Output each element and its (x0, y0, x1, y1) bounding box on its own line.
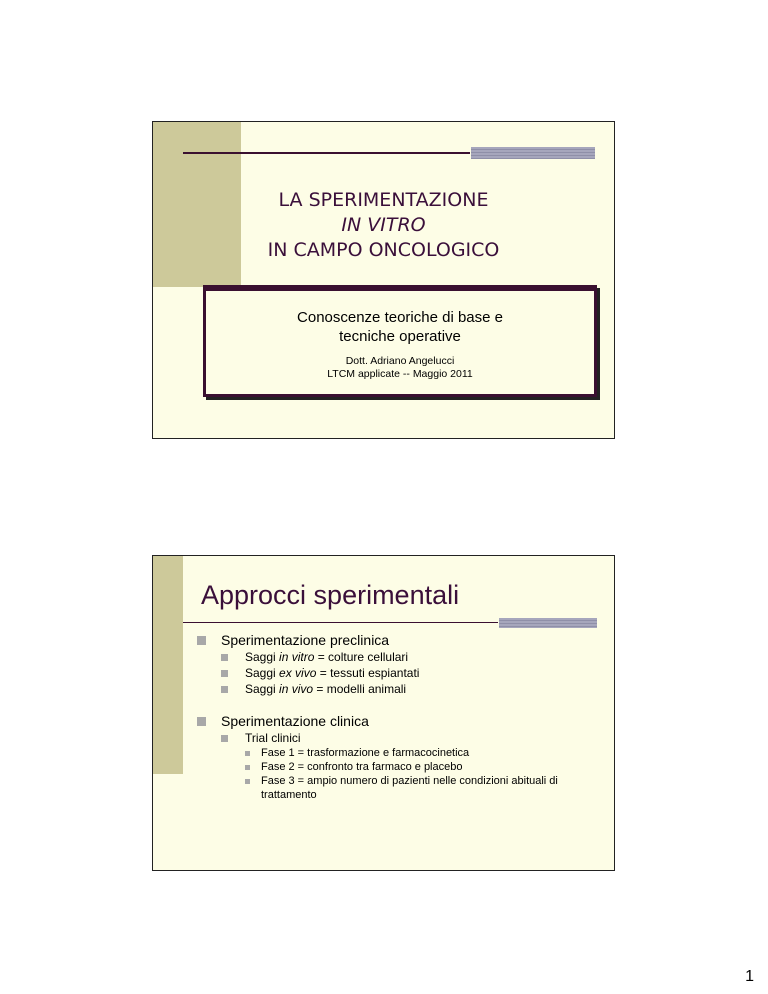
author-info (206, 355, 594, 381)
bullet-text: Trial clinici (245, 731, 301, 745)
subtitle (206, 308, 594, 346)
square-bullet-icon (221, 654, 228, 661)
bullet-text: Sperimentazione clinica (221, 713, 369, 729)
sub-sub-bullet-item (245, 774, 561, 802)
title-rule (183, 622, 498, 623)
square-bullet-icon (245, 765, 250, 770)
title-line-2: IN VITRO (341, 214, 426, 236)
title-rule (183, 152, 470, 154)
sub-bullet-item: Saggi in vitro = colture cellulari (221, 649, 597, 665)
title-line-1: LA SPERIMENTAZIONE (278, 189, 489, 211)
side-band (153, 556, 183, 774)
bullet-list (197, 628, 597, 802)
bullet-item (197, 632, 597, 649)
sub-sub-bullet-item (245, 746, 561, 760)
square-bullet-icon (221, 686, 228, 693)
square-bullet-icon (197, 636, 206, 645)
square-bullet-icon (245, 779, 250, 784)
slide-1-title (153, 188, 614, 263)
sub-bullet-item (221, 730, 597, 746)
square-bullet-icon (221, 735, 228, 742)
bullet-text: Fase 3 = ampio numero di pazienti nelle condizioni abituali di trattamento (261, 775, 558, 801)
page-number: 1 (745, 968, 754, 985)
accent-bar (471, 147, 595, 159)
square-bullet-icon (245, 751, 250, 756)
bullet-text: Fase 2 = confronto tra farmaco e placebo (261, 761, 463, 773)
bullet-item (197, 713, 597, 730)
square-bullet-icon (197, 717, 206, 726)
slide-1 (152, 121, 615, 439)
subtitle-line-2: tecniche operative (339, 328, 461, 345)
bullet-text: Sperimentazione preclinica (221, 632, 390, 648)
sub-bullet-item: Saggi in vivo = modelli animali (221, 681, 597, 697)
bullet-text: Fase 1 = trasformazione e farmacocinetica (261, 747, 470, 759)
sub-sub-bullet-item (245, 760, 561, 774)
author-line-1: Dott. Adriano Angelucci (345, 355, 455, 367)
subtitle-box (203, 285, 597, 397)
accent-bar (499, 618, 597, 628)
title-line-3: IN CAMPO ONCOLOGICO (267, 239, 500, 261)
slide-2-title: Approcci sperimentali (201, 580, 460, 610)
square-bullet-icon (221, 670, 228, 677)
slide-2 (152, 555, 615, 871)
author-line-2: LTCM applicate -- Maggio 2011 (327, 368, 473, 380)
subtitle-line-1: Conoscenze teoriche di base e (297, 309, 503, 326)
sub-bullet-item: Saggi ex vivo = tessuti espiantati (221, 665, 597, 681)
